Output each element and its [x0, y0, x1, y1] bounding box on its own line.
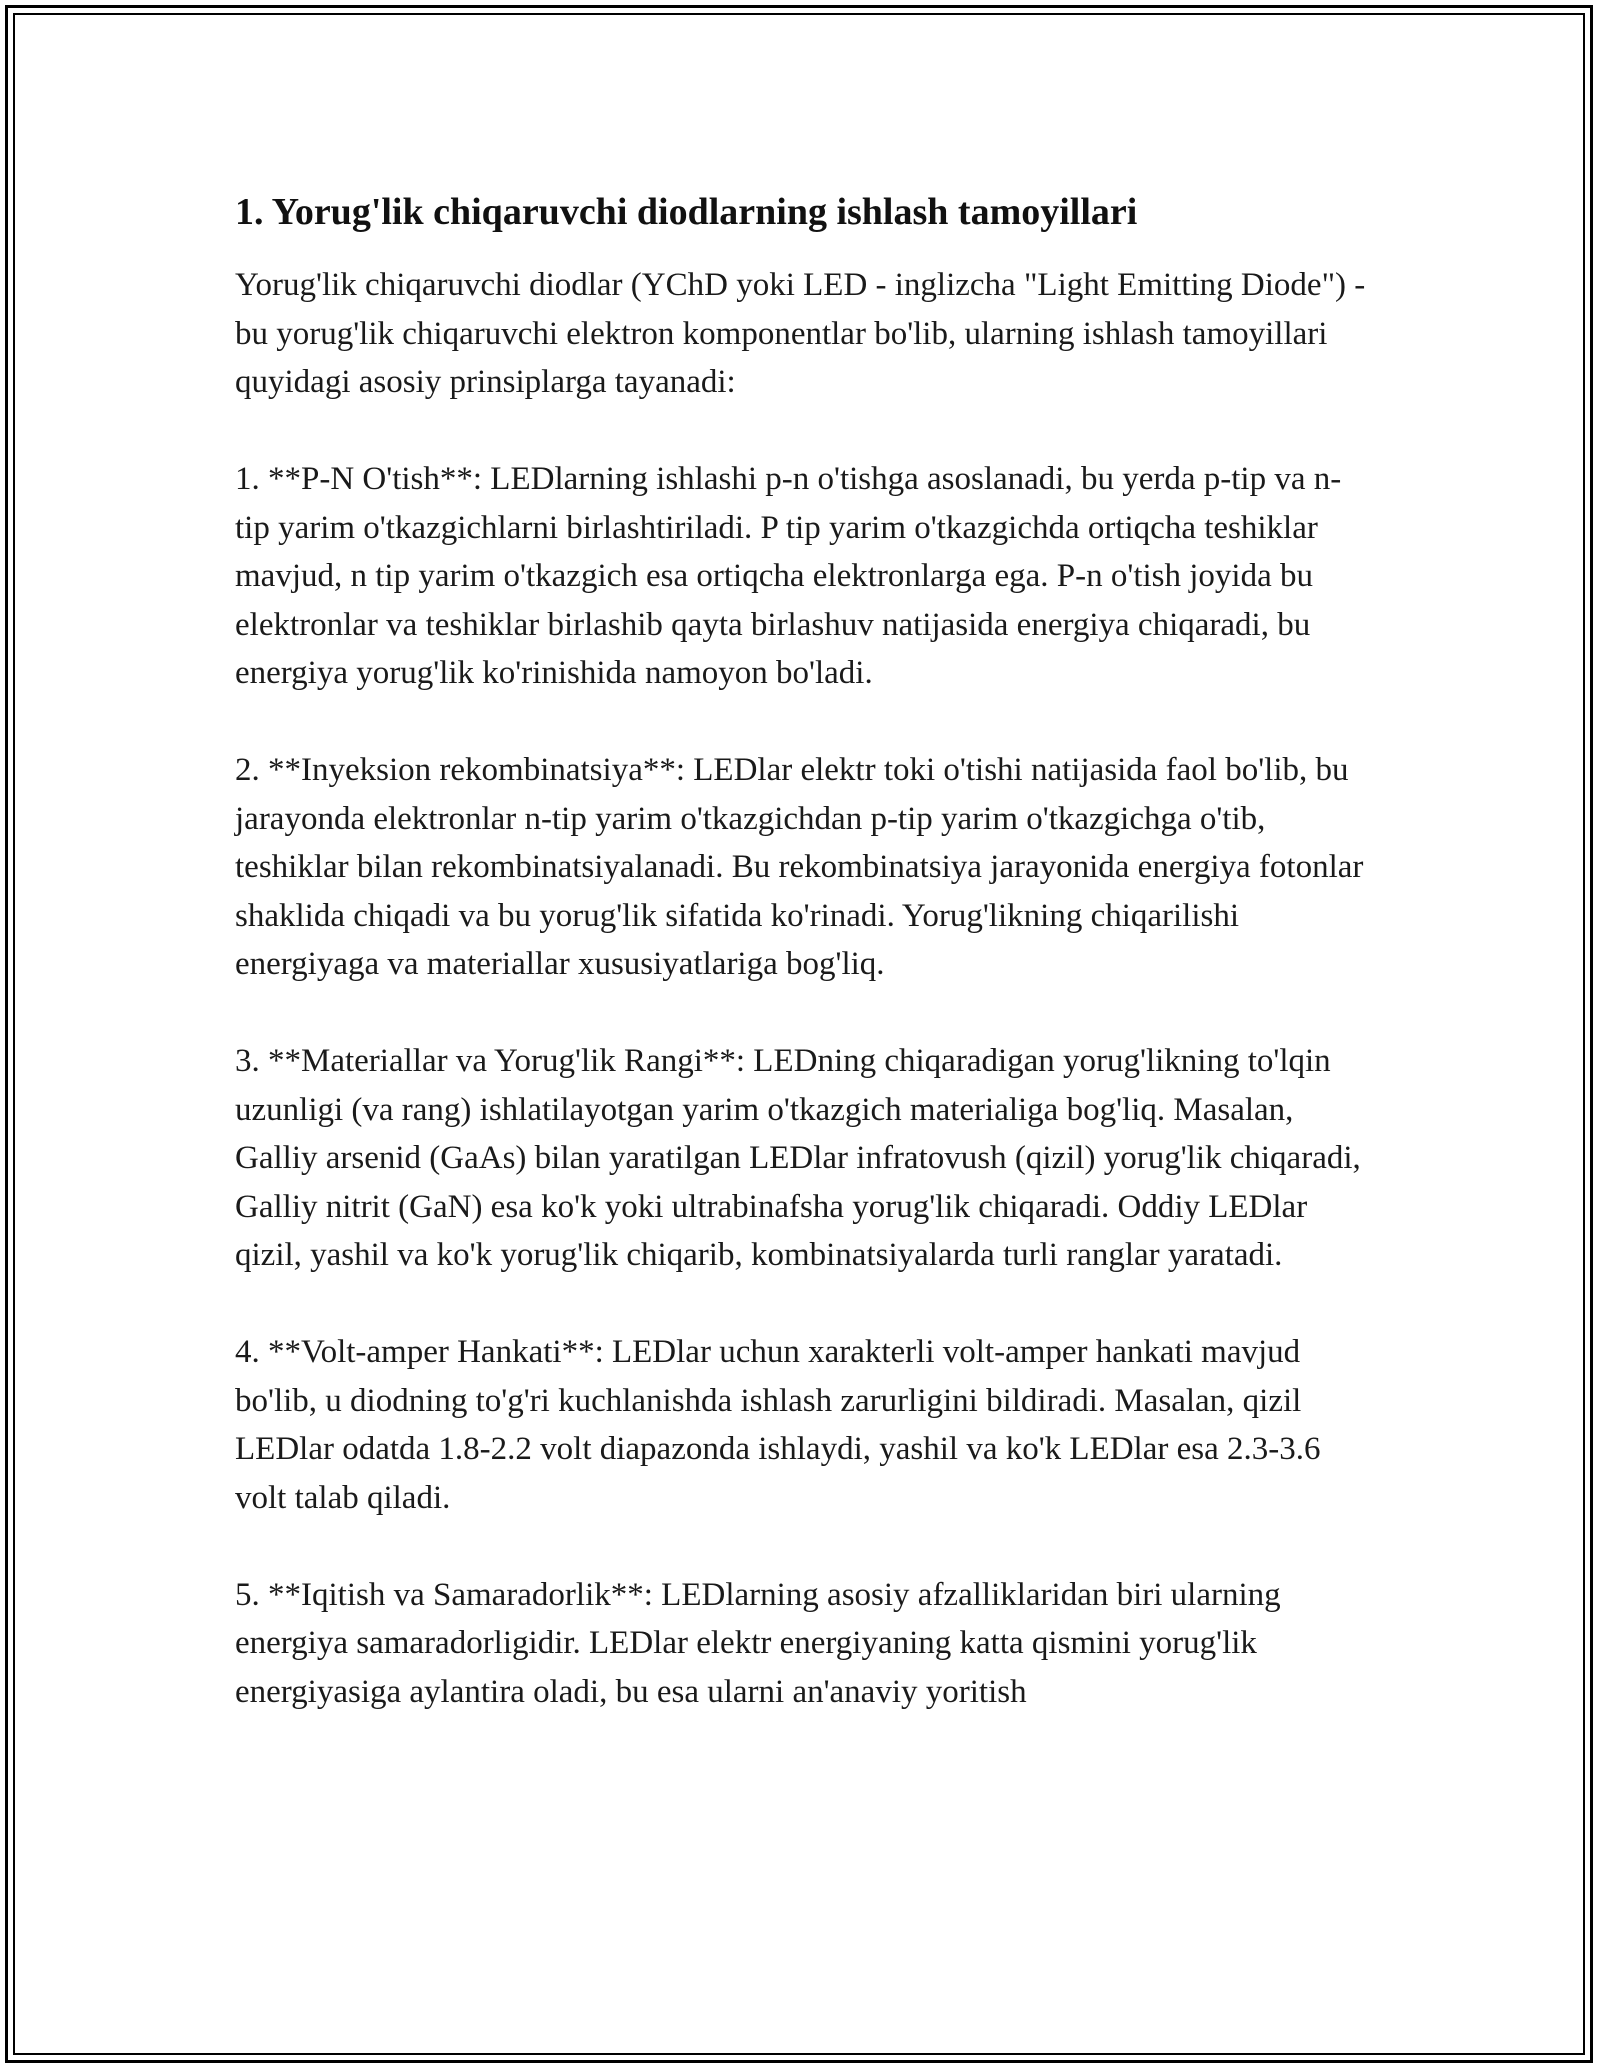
paragraph-efficiency: 5. **Iqitish va Samaradorlik**: LEDlarning asosiy afzalliklaridan biri ularning energiya samaradorligidir. LEDlar elektr energiyaning katta qismini yorug'lik energiyasiga aylantira oladi, bu esa ularni an'anaviy yoritish — [235, 1576, 1281, 1710]
document-body — [235, 185, 1375, 1765]
intro-paragraph: Yorug'lik chiqaruvchi diodlar (YChD yoki LED - inglizcha "Light Emitting Diode") - bu yorug'lik chiqaruvchi elektron komponentlar bo'lib, ularning ishlash tamoyillari quyidagi asosiy prinsiplarga tayanadi: — [235, 267, 1366, 400]
paragraph-injection-recombination: 2. **Inyeksion rekombinatsiya**: LEDlar elektr toki o'tishi natijasida faol bo'lib, bu jarayonda elektronlar n-tip yarim o'tkazgichdan p-tip yarim o'tkazgichga o'tib, teshiklar bilan rekombinatsiyalanadi. Bu rekombinatsiya jarayonida energiya fotonlar shaklida chiqadi va bu yorug'lik sifatida ko'rinadi. Yorug'likning chiqarilishi energiyaga va materiallar xususiyatlariga bog'liq. — [235, 752, 1364, 982]
paragraph-materials-color: 3. **Materiallar va Yorug'lik Rangi**: LEDning chiqaradigan yorug'likning to'lqin uzunligi (va rang) ishlatilayotgan yarim o'tkazgich materialiga bog'liq. Masalan, Galliy arsenid (GaAs) bilan yaratilgan LEDlar infratovush (qizil) yorug'lik chiqaradi, Galliy nitrit (GaN) esa ko'k yoki ultrabinafsha yorug'lik chiqaradi. Oddiy LEDlar qizil, yashil va ko'k yorug'lik chiqarib, kombinatsiyalarda turli ranglar yaratadi. — [235, 1043, 1361, 1273]
section-title: 1. Yorug'lik chiqaruvchi diodlarning ishlash tamoyillari — [235, 191, 1138, 233]
paragraph-volt-ampere: 4. **Volt-amper Hankati**: LEDlar uchun xarakterli volt-amper hankati mavjud bo'lib, u diodning to'g'ri kuchlanishda ishlash zarurligini bildiradi. Masalan, qizil LEDlar odatda 1.8-2.2 volt diapazonda ishlaydi, yashil va ko'k LEDlar esa 2.3-3.6 volt talab qiladi. — [235, 1334, 1321, 1516]
paragraph-pn-junction: 1. **P-N O'tish**: LEDlarning ishlashi p-n o'tishga asoslanadi, bu yerda p-tip va n-tip yarim o'tkazgichlarni birlashtiriladi. P tip yarim o'tkazgichda ortiqcha teshiklar mavjud, n tip yarim o'tkazgich esa ortiqcha elektronlarga ega. P-n o'tish joyida bu elektronlar va teshiklar birlashib qayta birlashuv natijasida energiya chiqaradi, bu energiya yorug'lik ko'rinishida namoyon bo'ladi. — [235, 461, 1342, 691]
